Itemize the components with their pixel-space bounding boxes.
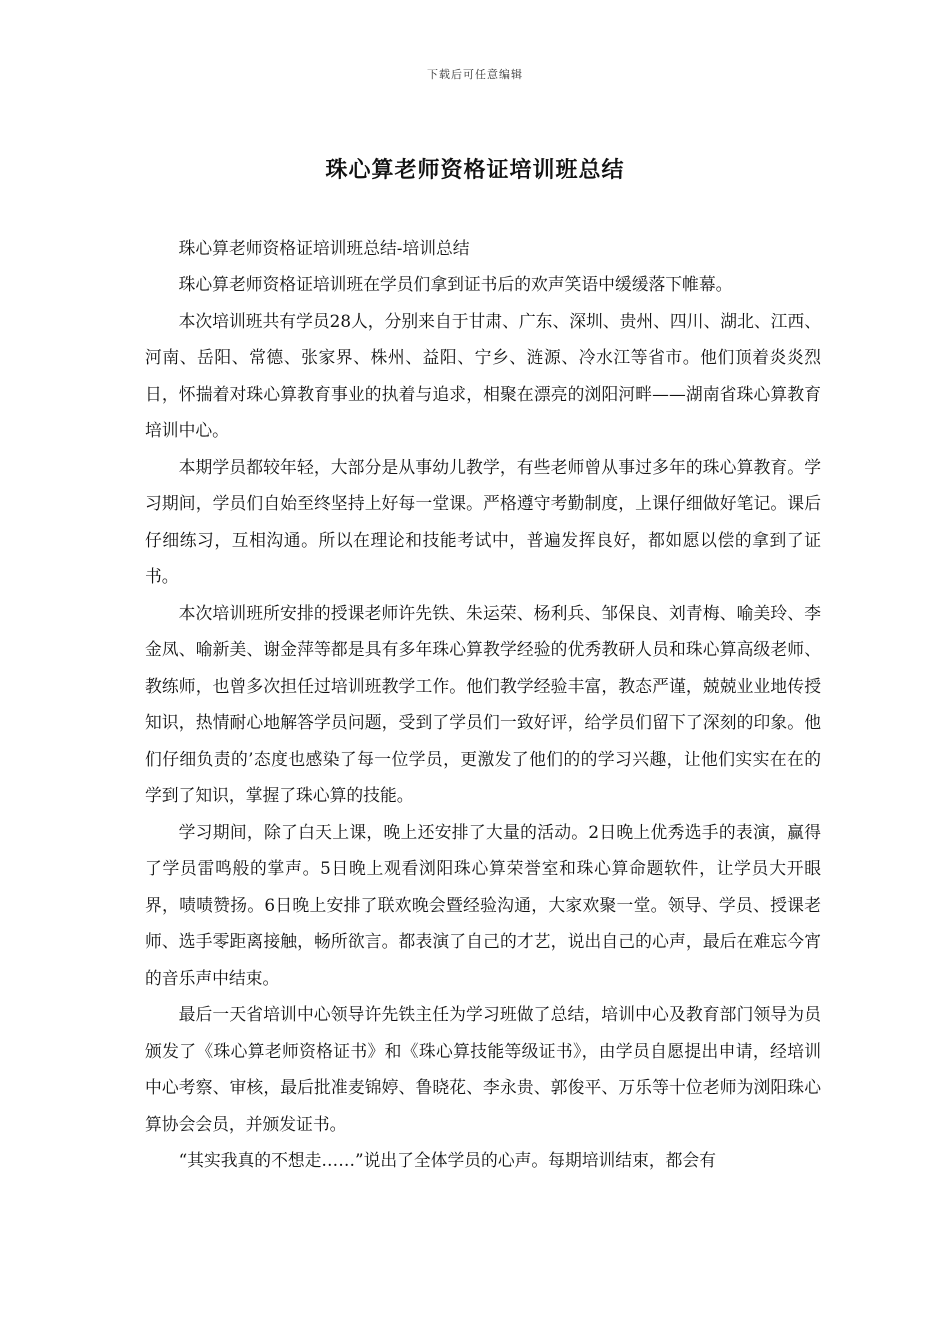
document-title: 珠心算老师资格证培训班总结 [325,157,625,183]
students-paragraph: 本次培训班共有学员28人，分别来自于甘肃、广东、深圳、贵州、四川、湖北、江西、河南、岳阳、常德、张家界、株州、益阳、宁乡、涟源、冷水江等省市。他们顶着炎炎烈日，怀揣着对珠心算教育事业的执着与追求，相聚在漂亮的浏阳河畔——湖南省珠心算教育培训中心。 [145,310,821,440]
teachers-paragraph: 本次培训班所安排的授课老师许先铁、朱运荣、杨利兵、邹保良、刘青梅、喻美玲、李金凤、喻新美、谢金萍等都是具有多年珠心算教学经验的优秀教研人员和珠心算高级老师、教练师，也曾多次担任过培训班教学工作。他们教学经验丰富，教态严谨，兢兢业业地传授知识，热情耐心地解答学员问题，受到了学员们一致好评，给学员们留下了深刻的印象。他们仔细负责的’态度也感染了每一位学员，更激发了他们的的学习兴趣，让他们实实在在的学到了知识，掌握了珠心算的技能。 [145,602,821,805]
study-paragraph: 本期学员都较年轻，大部分是从事幼儿教学，有些老师曾从事过多年的珠心算教育。学习期间，学员们自始至终坚持上好每一堂课。严格遵守考勤制度，上课仔细做好笔记。课后仔细练习，互相沟通。所以在理论和技能考试中，普遍发挥良好，都如愿以偿的拿到了证书。 [145,456,821,586]
document-body [145,230,821,1179]
subtitle-paragraph: 珠心算老师资格证培训班总结-培训总结 [178,238,470,258]
closing-paragraph: 最后一天省培训中心领导许先铁主任为学习班做了总结，培训中心及教育部门领导为员颁发了《珠心算老师资格证书》和《珠心算技能等级证书》，由学员自愿提出申请，经培训中心考察、审核，最后批准麦锦婷、鲁晓花、李永贵、郭俊平、万乐等十位老师为浏阳珠心算协会会员，并颁发证书。 [145,1004,821,1134]
final-paragraph: “其实我真的不想走……”说出了全体学员的心声。每期培训结束，都会有 [178,1150,716,1170]
header-note: 下载后可任意编辑 [427,68,523,81]
activities-paragraph: 学习期间，除了白天上课，晚上还安排了大量的活动。2日晚上优秀选手的表演，赢得了学员雷鸣般的掌声。5日晚上观看浏阳珠心算荣誉室和珠心算命题软件，让学员大开眼界，啧啧赞扬。6日晚上安排了联欢晚会暨经验沟通，大家欢聚一堂。领导、学员、授课老师、选手零距离接触，畅所欲言。都表演了自己的才艺，说出自己的心声，最后在难忘今宵的音乐声中结束。 [145,821,821,988]
intro-paragraph: 珠心算老师资格证培训班在学员们拿到证书后的欢声笑语中缓缓落下帷幕。 [178,274,733,294]
